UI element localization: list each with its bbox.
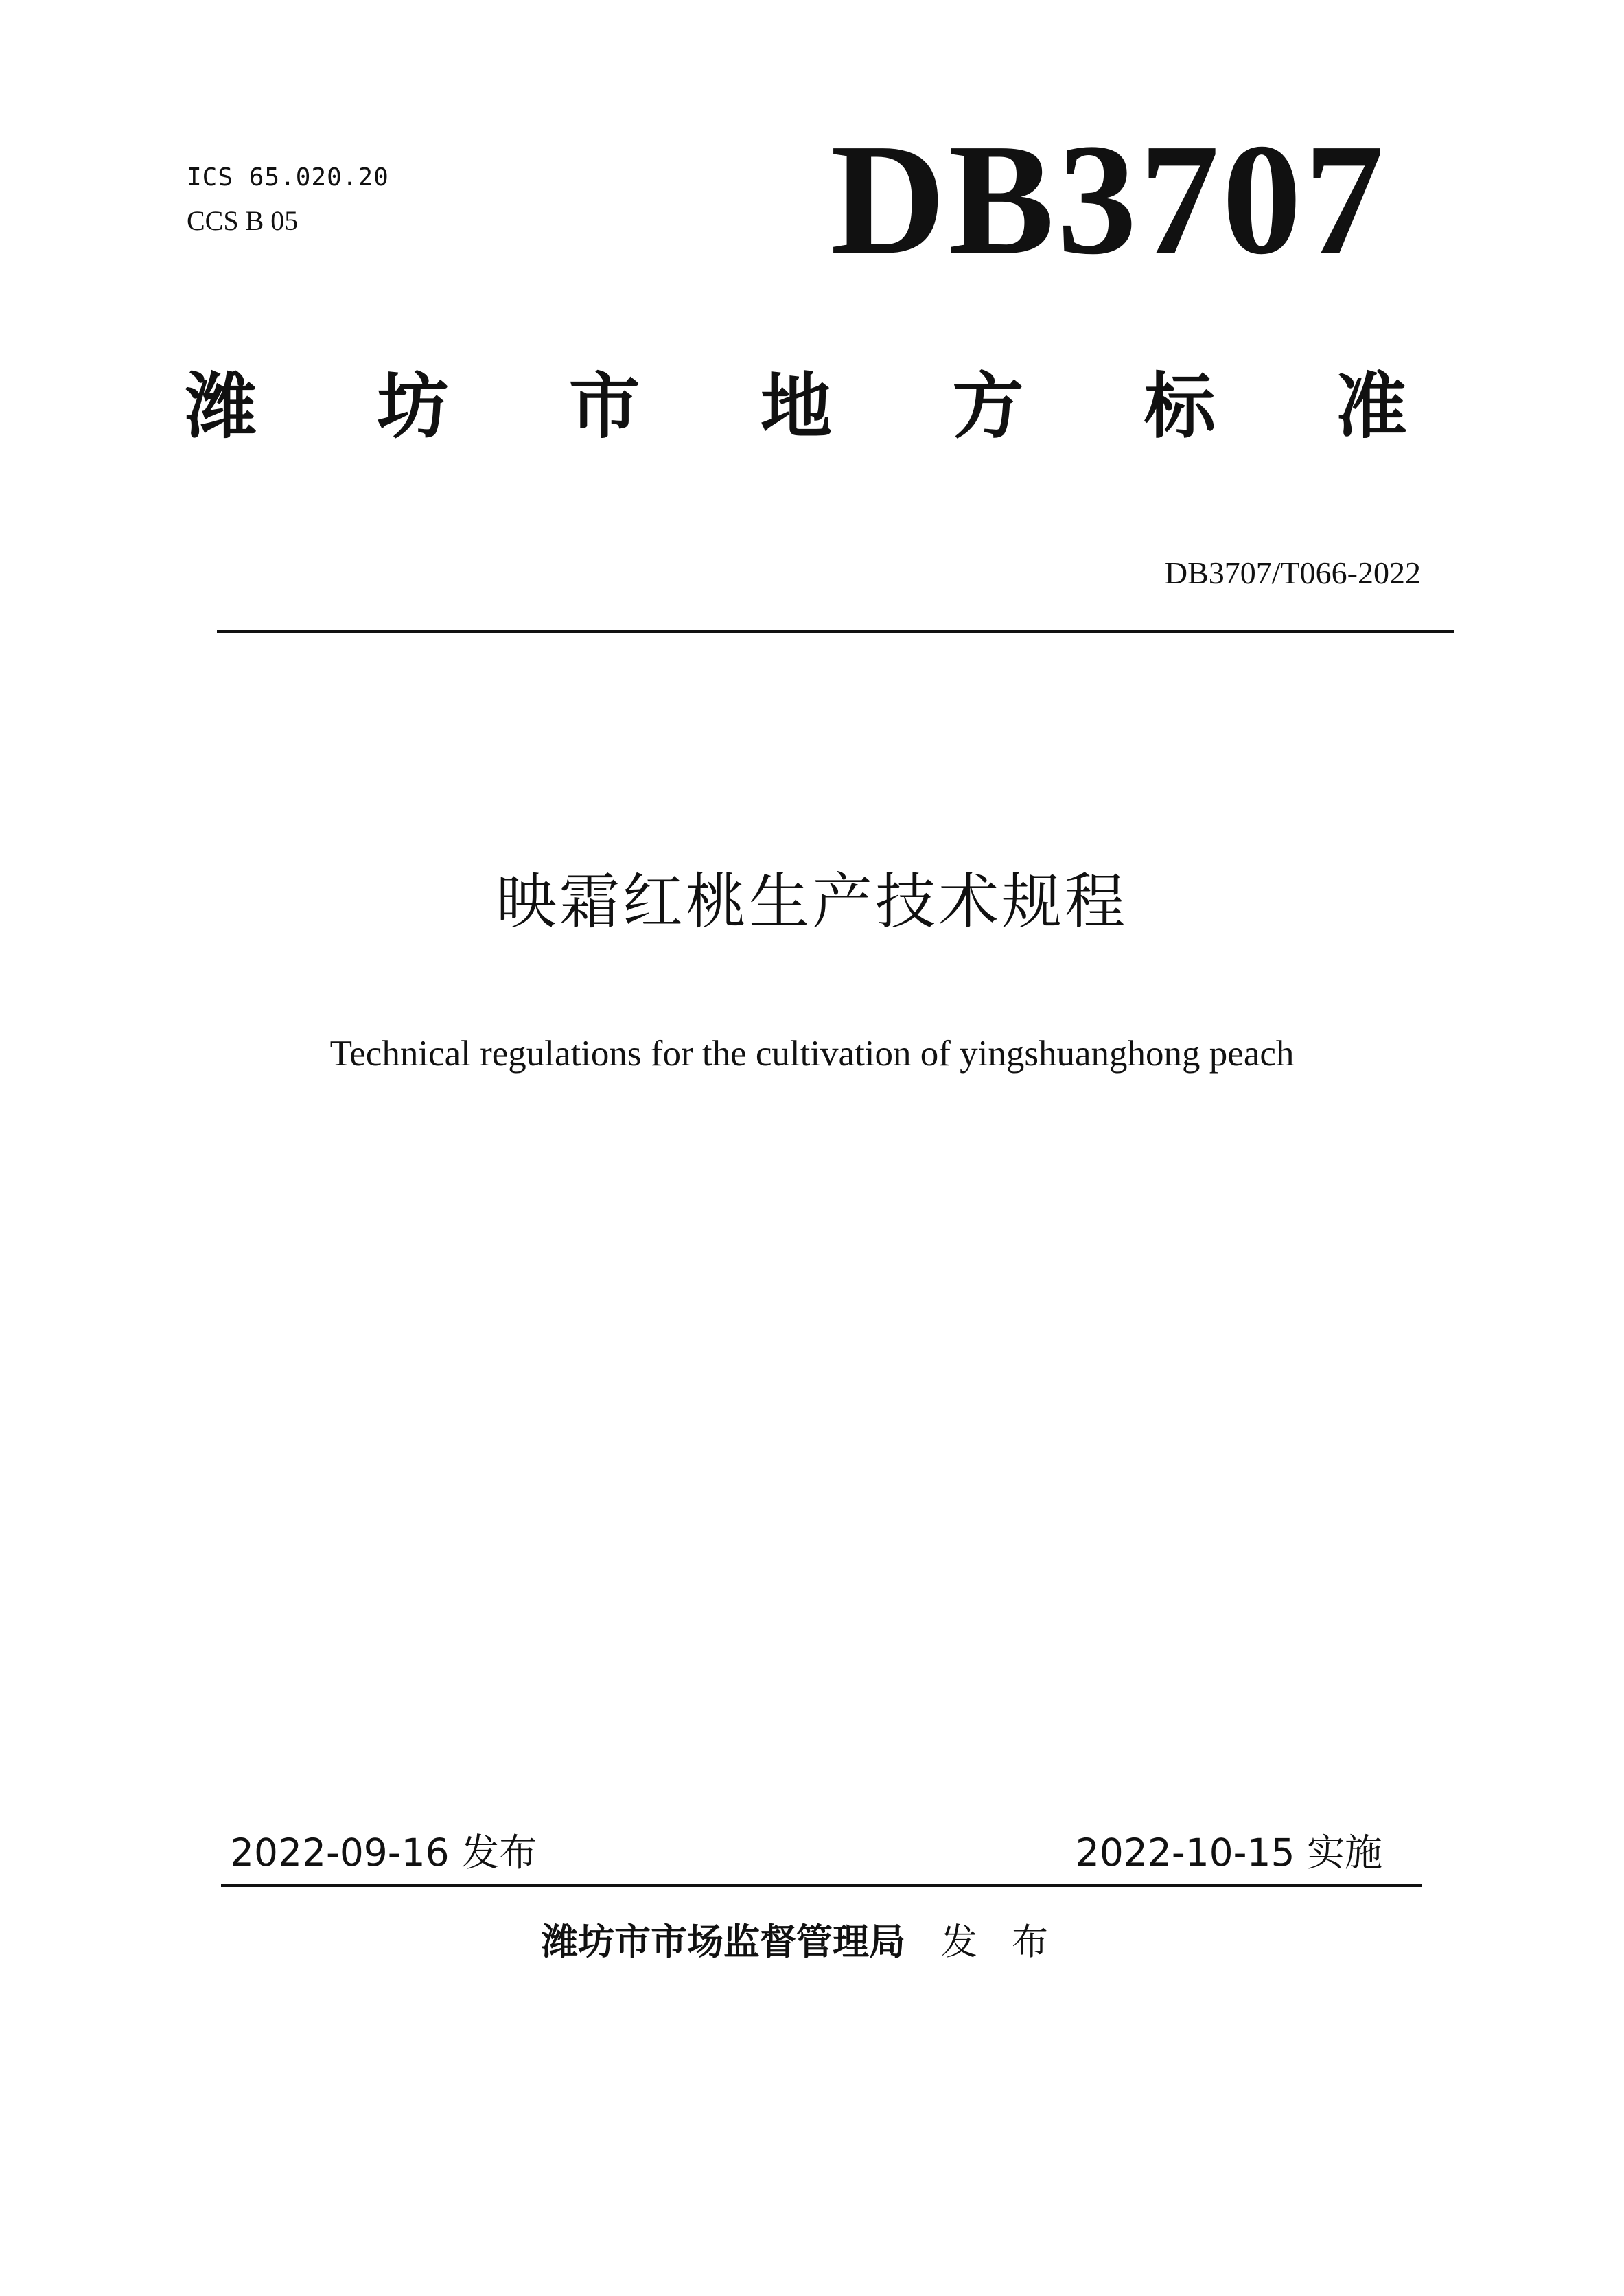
english-title: Technical regulations for the cultivation of yingshuanghong peach: [329, 1034, 1295, 1074]
standard-type-char: 准: [1335, 364, 1407, 448]
standard-type-char: 市: [568, 364, 640, 448]
standard-type-char: 坊: [377, 364, 449, 448]
standard-type-heading: [185, 364, 1407, 448]
issue-verb: 发布: [941, 1921, 1082, 1963]
document-number: DB3707/T066-2022: [1164, 555, 1421, 590]
issuer-row: [0, 1913, 1624, 1965]
standard-type-char: 方: [952, 364, 1024, 448]
implementation-date: 2022-10-15 实施: [1075, 1831, 1382, 1875]
ccs-code: CCS B 05: [187, 205, 299, 236]
top-divider: [217, 630, 1454, 633]
standard-type-char: 潍: [185, 364, 257, 448]
chinese-title: 映霜红桃生产技术规程: [496, 866, 1128, 937]
standard-code-heading: DB3707: [831, 111, 1387, 288]
standard-type-char: 地: [760, 364, 832, 448]
bottom-divider: [221, 1884, 1422, 1887]
issuing-authority: 潍坊市市场监督管理局: [542, 1921, 905, 1963]
issue-date: 2022-09-16 发布: [230, 1831, 537, 1875]
ics-code: ICS 65.020.20: [187, 163, 389, 192]
standard-type-char: 标: [1144, 364, 1216, 448]
